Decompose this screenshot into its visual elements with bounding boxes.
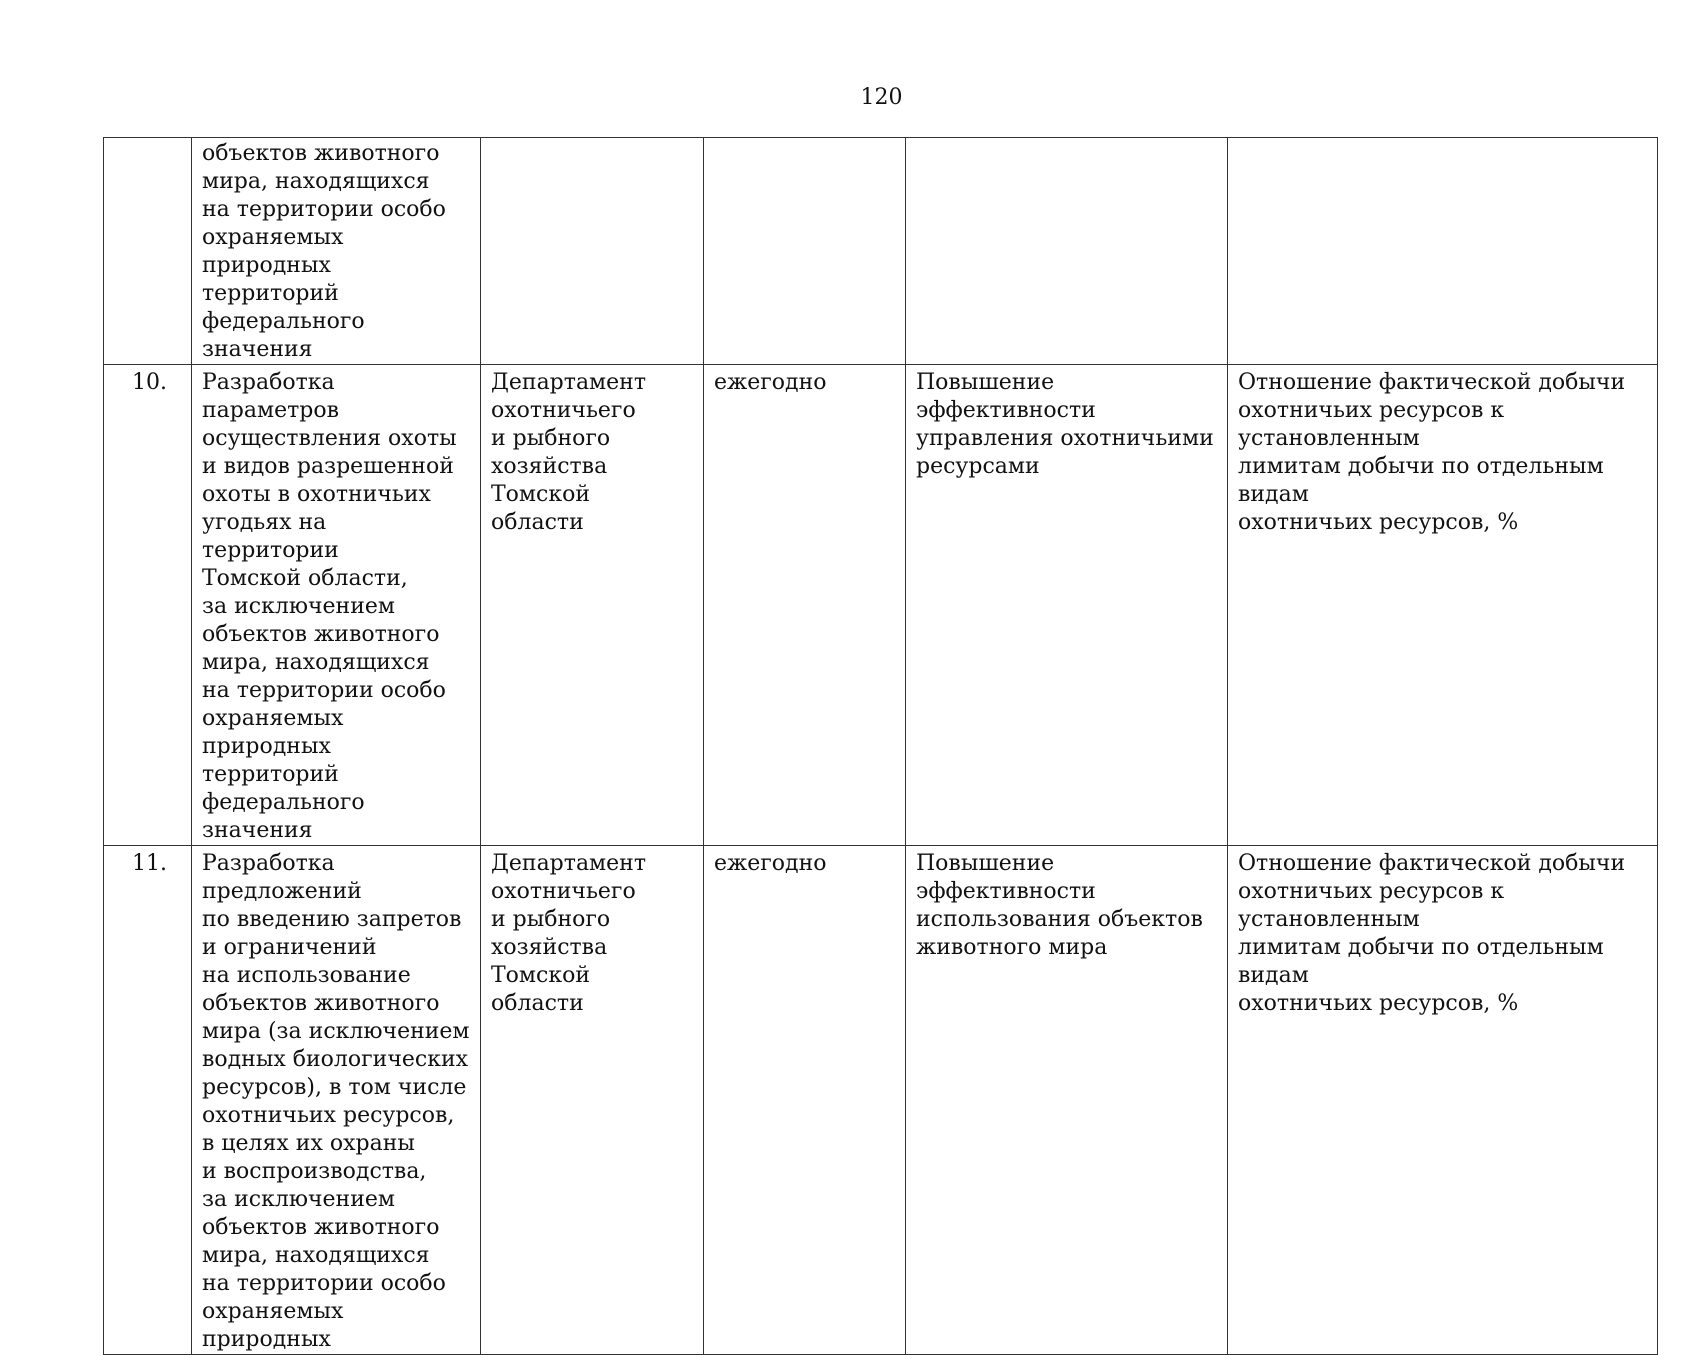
result-cell: Повышение эффективности использования объектов животного мира — [906, 846, 1228, 1355]
term-cell: ежегодно — [704, 846, 906, 1355]
result-cell — [906, 138, 1228, 365]
activity-cell: объектов животного мира, находящихся на территории особо охраняемых природных территорий федерального значения — [192, 138, 481, 365]
indicator-cell: Отношение фактической добычи охотничьих ресурсов к установленным лимитам добычи по отдельным видам охотничьих ресурсов, % — [1228, 365, 1658, 846]
row-number-cell: 10. — [104, 365, 192, 846]
term-cell — [704, 138, 906, 365]
row-number-cell: 11. — [104, 846, 192, 1355]
measures-table — [103, 137, 1658, 1355]
result-cell: Повышение эффективности управления охотничьими ресурсами — [906, 365, 1228, 846]
row-number-cell — [104, 138, 192, 365]
table-row — [104, 138, 1658, 365]
responsible-cell: Департамент охотничьего и рыбного хозяйства Томской области — [481, 846, 704, 1355]
term-cell: ежегодно — [704, 365, 906, 846]
responsible-cell — [481, 138, 704, 365]
table-row — [104, 846, 1658, 1355]
table-row — [104, 365, 1658, 846]
indicator-cell — [1228, 138, 1658, 365]
page-number: 120 — [860, 85, 903, 110]
activity-cell: Разработка предложений по введению запретов и ограничений на использование объектов животного мира (за исключением водных биологических ресурсов), в том числе охотничьих ресурсов, в целях их охраны и воспроизводства, за исключением объектов животного мира, находящихся на территории особо охраняемых природных — [192, 846, 481, 1355]
indicator-cell: Отношение фактической добычи охотничьих ресурсов к установленным лимитам добычи по отдельным видам охотничьих ресурсов, % — [1228, 846, 1658, 1355]
responsible-cell: Департамент охотничьего и рыбного хозяйства Томской области — [481, 365, 704, 846]
activity-cell: Разработка параметров осуществления охоты и видов разрешенной охоты в охотничьих угодьях на территории Томской области, за исключением объектов животного мира, находящихся на территории особо охраняемых природных территорий федерального значения — [192, 365, 481, 846]
